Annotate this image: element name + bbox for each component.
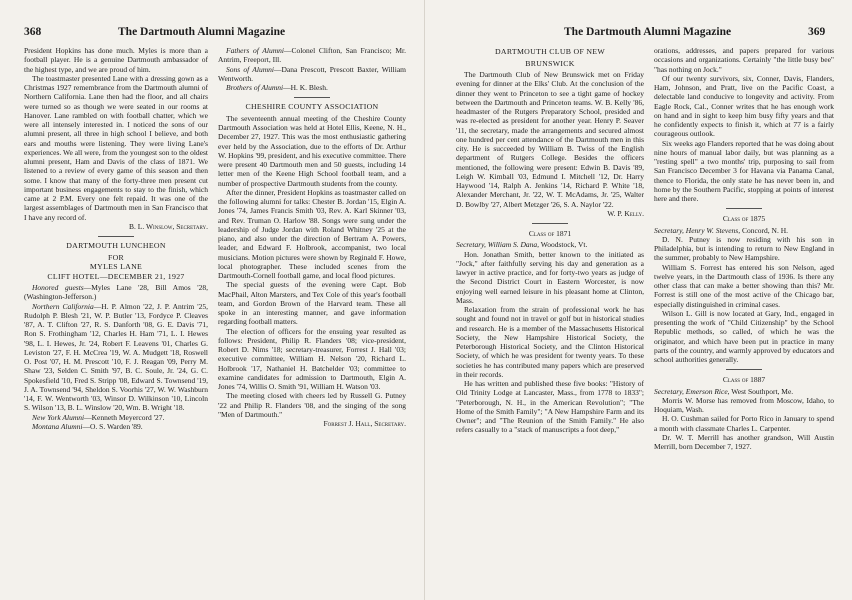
paragraph: The special guests of the evening were Capt. Bob MacPhail, Alton Marsters, and Tex Cole of this year's football team, and Gordon Brown of the Harvard team. These all spoke in an interesting manner, and gave information regarding football matters. [218, 280, 406, 327]
class-secretary: Secretary, Henry W. Stevens, Concord, N. H. [654, 225, 789, 235]
page-number-right: 369 [808, 26, 826, 38]
left-page [0, 0, 425, 600]
page-number-left: 368 [24, 26, 42, 38]
paragraph: Wilson L. Gill is now located at Gary, Ind., engaged in presenting the work of "Child Citizenship" by the School Republic methods, so called, of which he was the originator, and which have been put in practice in many parts of the country, and warmly approved by educators and school authorities generally. [654, 308, 834, 364]
divider [98, 236, 134, 237]
paragraph: H. O. Cushman sailed for Porto Rico in January to spend a month with classmate Charles L. Carpenter. [654, 414, 834, 433]
section-heading: MYLES LANE [89, 262, 143, 271]
paragraph: After the dinner, President Hopkins as toastmaster called on the following alumni for talks: Chester B. Jordan '15, Elgin A. Jones '74, James Francis Smith '03, Rev. A. Karl Skinner '03, and Rev. Truman O. Harlow '88. Songs were sung under the leadership of Judge Jordan with Roland Whitney '25 at the piano, and also under the direction of Bertram A. Powers, leader, and Edward F. Holbrook, accompanist, two local musicians. Motion pictures were shown by Reginald F. Howe, local photographer. These included scenes from the Dartmouth-Cornell football game, and local flood pictures. [218, 187, 406, 280]
running-header-right: The Dartmouth Alumni Magazine [564, 26, 732, 38]
class-heading: Class of 1875 [722, 214, 766, 224]
paragraph: Relaxation from the strain of professional work he has sought and found not in travel or golf but in historical studies and research. He is a member of the Massachusetts Historical Society, the New Hampshire Historical Society, the Peterborough Historical Society, and the Clinton Historical Society, of which he was president for twenty years. To these societies he has contributed many papers which are preserved in their records. [456, 305, 644, 379]
paragraph: The toastmaster presented Lane with a dressing gown as a Christmas 1927 remembrance from the Dartmouth alumni of Northern California. Lane then had the floor, and all chairs were turned so as though we were seated in our rooms at Hanover. Lane rambled on with football chatter, which we were all intensely interested in. I noticed the sons of our alumni present, all three in high school I believe, and both ears and mouths were listening. They were living Lane's experiences. We all were, from the youngest son to the oldest alumni present, Ham and Davis of the class of 1871. We listened to a review of every game of this season and then some. I know that many of the forty-three men present cut important business engagements to stay to the finish, which came at 2 P.M. Every one felt repaid. It was one of the largest assemblages of Dartmouth men in San Francisco that I have any record of. [24, 73, 208, 222]
paragraph: The Dartmouth Club of New Brunswick met on Friday evening for dinner at the Elks' Club. At the conclusion of the dinner they went to Princeton to see a tight game of hockey between the Dartmouth and Princeton teams. W. B. Kelly '86, headmaster of the Rutgers Preparatory School, presided and was re-elected as president for another year. Henry P. Seaver '11, the secretary, made the arrangements and secured almost one hundred per cent attendance of the Dartmouth men in this city. He is succeeded by William B. Twiss of the English department of Rutgers College. Besides the officers mentioned, the following were present: Edwin B. Davis '89, Leigh W. Kimball '03, Edmund I. Mitchell '12, Dr. Harry Haywood '14, Ralph A. Jenkins '14, Richard P. White '18, Alexander Merchant, Jr. '22, W. T. McAdams, Jr. '25, Walter D. Bowlby '27, Albert Metzger '26, S. A. Naylor '22. [456, 70, 644, 209]
class-heading: Class of 1871 [528, 229, 572, 238]
section-heading: DARTMOUTH LUNCHEON [66, 241, 166, 250]
paragraph: D. N. Putney is now residing with his son in Philadelphia, but is intending to return to New England in the summer, probably to New Hampshire. [654, 234, 834, 263]
paragraph: The election of officers for the ensuing year resulted as follows: President, Philip R. Flanders '08; vice-president, Robert D. Nims '18; secretary-treasurer, Forrest J. Hall '03; executive committee, William H. Nelson '20, Richard L. Holbrook '17, Nathaniel H. Batchelder '03; committee to examine candidates for admission to Dartmouth, Elgin A. Jones '74, Willis O. Smith '91, William H. Watson '03. [218, 326, 406, 391]
right-column-2 [654, 46, 834, 451]
signature: W. P. Kelly. [607, 208, 644, 218]
left-column-1 [24, 46, 208, 431]
section-heading: FOR [107, 252, 125, 262]
paragraph: orations, addresses, and papers prepared for various occasions and organizations. Certainly "the little busy bee" "has nothing on Jock." [654, 46, 834, 74]
divider [726, 369, 762, 370]
attendee-list: Fathers of Alumni—Colonel Clifton, San Francisco; Mr. Antrim, Freeport, Ill. [218, 46, 406, 65]
paragraph: Six weeks ago Flanders reported that he was doing about nine hours of manual labor daily, but was planning as a "resting spell" a two months' trip, purposing to sail from San Francisco December 3 for Havana via Panama Canal, thence to Florida, the only state he has never been in, and home by the Southern Pacific, stopping at points of interest here and there. [654, 138, 834, 203]
class-heading: Class of 1887 [722, 375, 766, 385]
class-secretary: Secretary, William S. Dana, Woodstock, Vt. [456, 240, 588, 250]
paragraph: He has written and published these five books: "History of Old Trinity Lodge at Lancaster, Mass., from 1778 to 1833"; "Peterborough, N. H., in the American Revolution"; "The Home of the Smith Family"; "A New Hampshire Farm and its Owner"; and "The Reunion of the Smith Family." He also refers casually to a "stack of manuscripts a foot deep," [456, 379, 644, 435]
paragraph: President Hopkins has done much. Myles is more than a football player. He is a genuine Dartmouth ambassador of the highest type, and we are proud of him. [24, 46, 208, 74]
attendee-list: Brothers of Alumni—H. K. Blesh. [226, 83, 328, 92]
class-secretary: Secretary, Emerson Rice, West Southport, Me. [654, 386, 794, 396]
paragraph: The seventeenth annual meeting of the Cheshire County Dartmouth Association was held at Hotel Ellis, Keene, N. H., December 27, 1927. This was the most enthusiastic gathering ever held by the Association, due to the efforts of Dr. Arthur W. Hopkins '99, president, and his executive committee. There were present 40 Dartmouth men and 50 guests, including 14 letter men of the Keene High School football team, and a number of prospective Dartmouth students from the county. [218, 113, 406, 188]
divider [726, 208, 762, 209]
attendee-list: Northern California—H. P. Almon '22, J. P. Antrim '25, Rudolph P. Blesh '21, W. P. Butler '13, Fordyce P. Cleaves '87, A. T. Clifton '27, R. S. Danforth '08, G. E. Davis '71, Ron S. Frothingham '12, Charles H. Ham '71, L. I. Hewes '98, L. I. Hewes, Jr. '24, Robert F. Leavens '01, Charles G. Leviston '27, F. H. McCrea '19, W. A. Mudgett '18, Roswell O. Post '07, H. M. Prescott '10, F. J. Reagan '09, Perry M. Shaw '23, Selden C. Smith '97, B. C. Soule, Jr. '24, G. C. Spokesfield '10, Fred S. Stripp '08, Edward S. Townsend '19, J. A. Townsend '94, Sheldon S. Voorhis '27, W. W. Washburn '14, F. W. Wentworth '03, Winsor D. Wilkinson '10, Lincoln S. Wilson '13, B. L. Winslow '20, Wm. B. Wright '18. [24, 301, 209, 413]
running-header-left: The Dartmouth Alumni Magazine [118, 26, 286, 38]
section-heading: CLIFT HOTEL—DECEMBER 21, 1927 [47, 271, 185, 281]
attendee-list: Montana Alumni—O. S. Warden '89. [32, 421, 143, 431]
paragraph: Hon. Jonathan Smith, better known to the initiated as "Jock," after faithfully serving his day and generation as a lawyer in active practice, and for forty-two years as judge of the Second District Court in Eastern Worcester, is now enjoying well earned leisure in his pleasant home at Clinton, Mass. [456, 249, 644, 305]
signature: B. L. Winslow, Secretary. [129, 221, 208, 231]
paragraph: Morris W. Morse has removed from Moscow, Idaho, to Hoquiam, Wash. [654, 395, 834, 414]
attendee-list: New York Alumni—Kenneth Meyercord '27. [32, 412, 165, 422]
paragraph: Dr. W. T. Merrill has another grandson, Will Austin Merrill, born December 7, 1927. [654, 432, 834, 451]
section-heading: DARTMOUTH CLUB OF NEW [494, 47, 605, 56]
divider [532, 223, 568, 224]
left-column-2 [218, 46, 406, 428]
guest-list: Honored guests—Myles Lane '28, Bill Amos '28, (Washington-Jefferson.) [24, 283, 209, 302]
right-page [426, 0, 852, 600]
divider [294, 97, 330, 98]
paragraph: Of our twenty survivors, six, Conner, Davis, Flanders, Ham, Johnson, and Pratt, live on the Pacific Coast, a delectable land conducive to longevity and activity. From Eagle Rock, Cal., Conner writes that he has enough work on hand and in sight to keep him busy fifty years and that he confidently expects to finish it, which at 77 is a fairly courageous outlook. [654, 73, 834, 139]
signature: Forrest J. Hall, Secretary. [323, 419, 406, 428]
section-heading: CHESHIRE COUNTY ASSOCIATION [245, 102, 379, 112]
paragraph: The meeting closed with cheers led by Russell G. Putney '22 and Philip R. Flanders '08, and the singing of the song "Men of Dartmouth." [218, 391, 406, 419]
right-column-1 [456, 46, 644, 435]
attendee-list: Sons of Alumni—Dana Prescott, Prescott Baxter, William Wentworth. [218, 64, 406, 83]
section-heading: BRUNSWICK [525, 58, 575, 68]
paragraph: William S. Forrest has entered his son Nelson, aged twelve years, in the Dartmouth class of 1936. Is there any other class that can make a better showing than this? Mr. Forrest is still one of the most active of the Chicago bar, especially distinguished in criminal cases. [654, 262, 834, 309]
